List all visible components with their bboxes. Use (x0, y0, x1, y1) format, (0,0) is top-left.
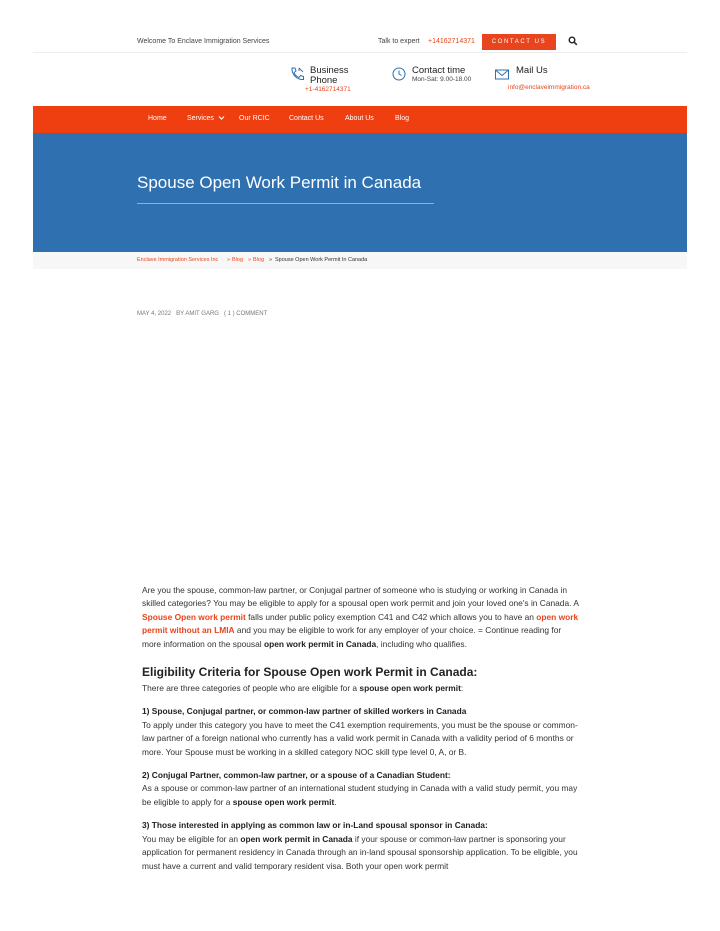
breadcrumb-separator: » (269, 257, 273, 263)
category-1-text: To apply under this category you have to meet the C41 exemption requirements, you must be the spouse or common-law partner of a foreign national who currently has a valid work permit in Canada with a validity period of 6 months or more. Your Spouse must be working in a skilled category NOC skill type level 0, A, or B. (142, 719, 578, 757)
nav-item-our-rcic[interactable]: Our RCIC (239, 115, 270, 122)
mail-us-value[interactable]: info@enclaveimmigration.ca (508, 84, 590, 91)
top-bar (0, 0, 720, 61)
post-comments[interactable]: ( 1 ) COMMENT (223, 311, 268, 317)
eligibility-intro: There are three categories of people who are eligible for a spouse open work permit: (142, 683, 464, 694)
page-hero (33, 133, 687, 252)
post-author[interactable]: BY AMIT GARG (176, 311, 219, 317)
post-meta (137, 311, 267, 317)
business-phone-title-1: Business (310, 65, 349, 76)
spouse-open-work-permit-link[interactable]: Spouse Open work permit (142, 611, 246, 622)
intro-paragraph: Are you the spouse, common-law partner, or Conjugal partner of someone who is studying or working in Canada in skilled categories? You may be eligible to apply for a spousal open work permit and join your loved one's in Canada. A Spouse Open work permit falls under public policy exemption C41 and C42 which allows you to have an open work permit without an LMIA and you may be eligible to work for any employer of your choice. = Continue reading for more information on the spousal open work permit in Canada, including who qualifies. (142, 585, 579, 649)
top-divider (33, 52, 687, 53)
nav-item-contact-us[interactable]: Contact Us (289, 115, 324, 122)
breadcrumb-blog[interactable]: Blog (232, 257, 244, 263)
welcome-text: Welcome To Enclave Immigration Services (137, 38, 270, 45)
business-phone-value[interactable]: +1-4162714371 (305, 86, 351, 93)
nav-item-services[interactable] (187, 115, 225, 122)
phone-icon (289, 66, 305, 82)
breadcrumb-home[interactable]: Enclave Immigration Services Inc (137, 257, 219, 263)
contact-us-now-button[interactable]: CONTACT US NOW (482, 34, 556, 50)
category-3-text: You may be eligible for an open work permit in Canada if your spouse or common-law partner is sponsoring your application for permanent residency in Canada through an in-land spousal sponsorship application. To be eligible, you must have a current and valid temporary resident visa. Both your open work permit (142, 833, 578, 871)
business-phone-title-2: Phone (310, 75, 338, 86)
nav-item-home[interactable]: Home (148, 115, 167, 122)
contact-time-value: Mon-Sat: 9.00-18.00 (412, 76, 472, 83)
nav-item-services-label: Services (187, 115, 214, 122)
title-underline (137, 203, 434, 204)
top-phone-link[interactable]: +14162714371 (428, 38, 475, 45)
breadcrumb-blog[interactable]: Blog (253, 257, 265, 263)
category-2-text: As a spouse or common-law partner of an international student studying in Canada with a valid study permit, you may be eligible to apply for a spouse open work permit. (142, 783, 578, 807)
category-1-heading: 1) Spouse, Conjugal partner, or common-law partner of skilled workers in Canada (142, 706, 467, 717)
nav-item-blog[interactable]: Blog (395, 115, 410, 122)
mail-icon (494, 66, 510, 82)
nav-item-about-us[interactable]: About Us (345, 115, 374, 122)
post-date: MAY 4, 2022 (137, 311, 172, 317)
breadcrumb-separator: » (227, 257, 231, 263)
main-nav (33, 106, 687, 133)
category-3-heading: 3) Those interested in applying as common law or in-Land spousal sponsor in Canada: (142, 820, 488, 831)
search-icon[interactable] (568, 36, 578, 46)
contact-time-title: Contact time (412, 65, 466, 76)
chevron-down-icon (218, 115, 225, 121)
page-title: Spouse Open Work Permit in Canada (137, 173, 422, 192)
eligibility-heading: Eligibility Criteria for Spouse Open work Permit in Canada: (142, 665, 478, 680)
talk-to-expert-label: Talk to expert (378, 38, 420, 45)
open-work-permit-lmia-link[interactable]: open work permit without an LMIA (142, 611, 579, 636)
mail-us-title: Mail Us (516, 65, 548, 76)
category-2-heading: 2) Conjugal Partner, common-law partner, or a spouse of a Canadian Student: (142, 770, 451, 781)
clock-icon (391, 66, 407, 82)
breadcrumb-separator: » (248, 257, 252, 263)
article-body (142, 584, 582, 873)
breadcrumb-current: Spouse Open Work Permit In Canada (275, 257, 368, 263)
breadcrumb (33, 252, 687, 269)
